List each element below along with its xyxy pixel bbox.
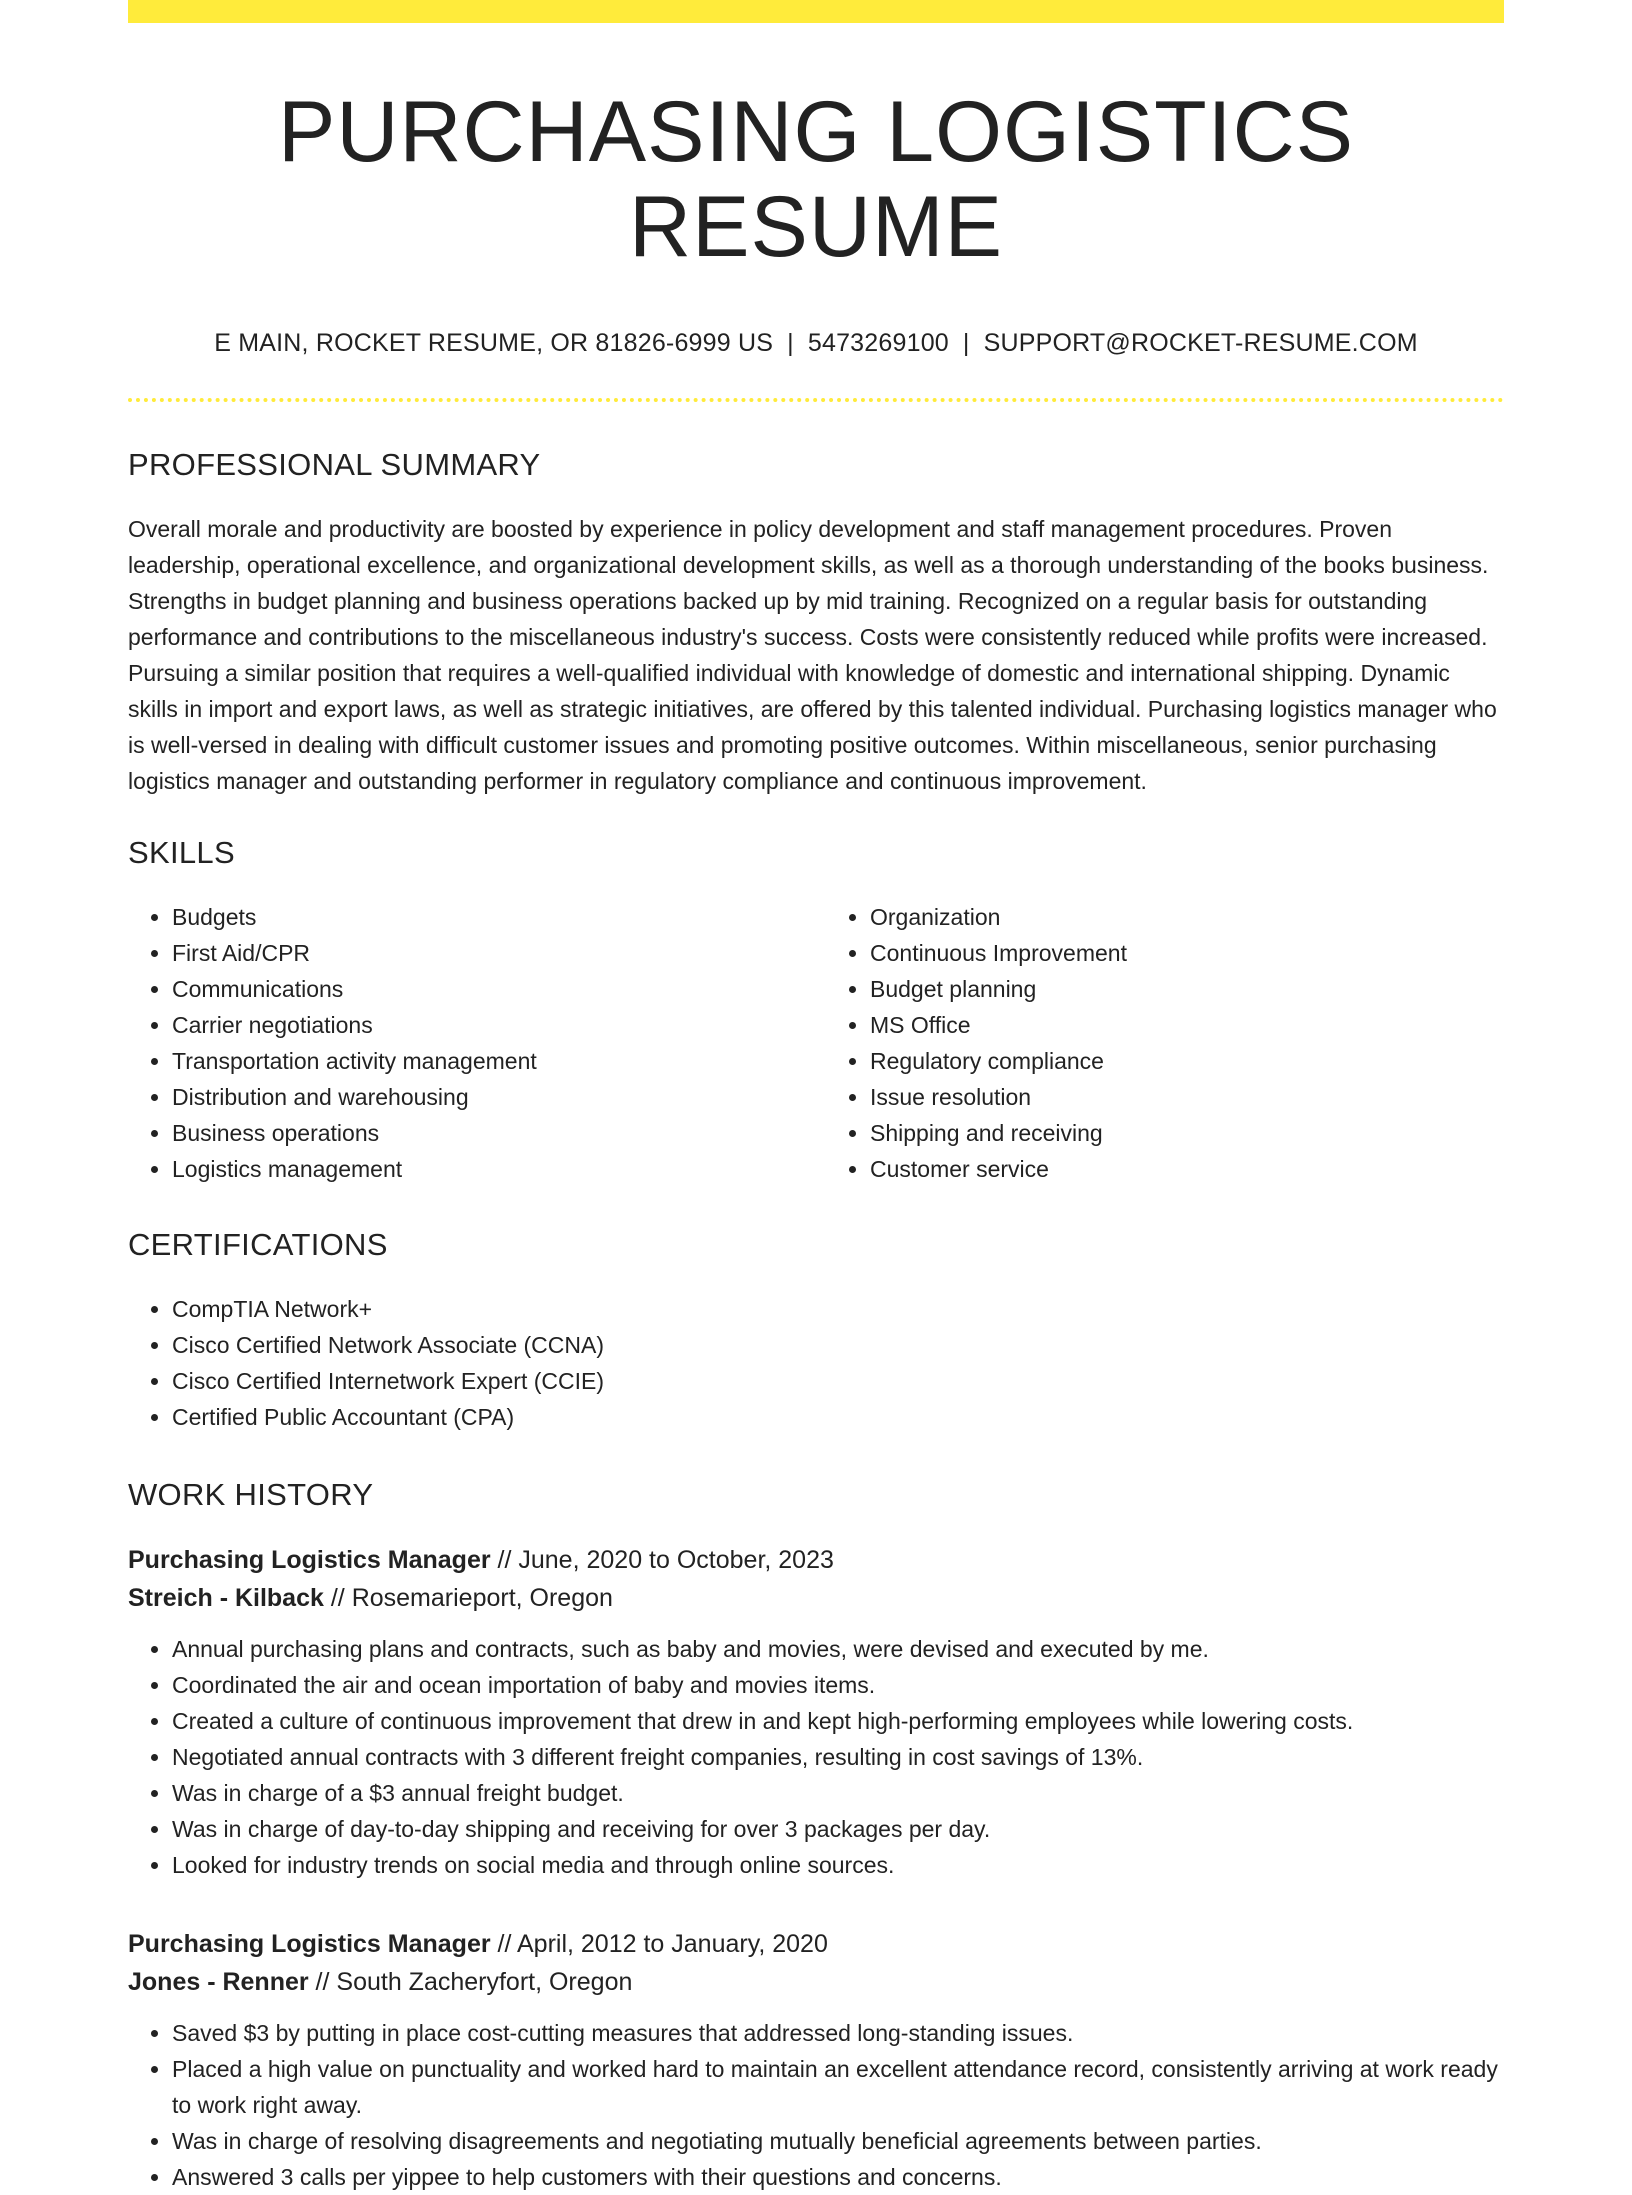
- summary-section: [128, 447, 1504, 799]
- resume-title: PURCHASING LOGISTICS RESUME: [277, 84, 1355, 275]
- skills-list-right: [826, 899, 1504, 1187]
- contact-phone: 5473269100: [807, 329, 949, 358]
- job-location: // Rosemarieport, Oregon: [323, 1584, 613, 1613]
- skill-item: • Carrier negotiations: [172, 1007, 806, 1043]
- job-role: Purchasing Logistics Manager: [128, 1546, 491, 1575]
- job-company-line: [128, 1963, 1504, 2001]
- job-title-line: [128, 1541, 1504, 1579]
- contact-email: SUPPORT@ROCKET-RESUME.COM: [983, 329, 1418, 358]
- skills-heading: SKILLS: [128, 835, 235, 871]
- skill-item: • MS Office: [870, 1007, 1504, 1043]
- job-bullet: • Placed a high value on punctuality and worked hard to maintain an excellent attendance record, consistently arriving at work ready to work right away.: [172, 2051, 1504, 2123]
- job-bullet: • Annual purchasing plans and contracts, such as baby and movies, were devised and executed by me.: [172, 1631, 1504, 1667]
- certifications-section: [128, 1227, 1504, 1435]
- job-role: Purchasing Logistics Manager: [128, 1930, 491, 1959]
- skill-item: • Distribution and warehousing: [172, 1079, 806, 1115]
- summary-heading: PROFESSIONAL SUMMARY: [128, 447, 541, 483]
- job-bullets: [128, 1631, 1504, 1883]
- contact-separator: |: [962, 329, 970, 358]
- job-bullet: • Looked for industry trends on social media and through online sources.: [172, 1847, 1504, 1883]
- job-bullet: • Was in charge of day-to-day shipping and receiving for over 3 packages per day.: [172, 1811, 1504, 1847]
- job-bullet: • Created a culture of continuous improvement that drew in and kept high-performing employees while lowering costs.: [172, 1703, 1504, 1739]
- certifications-list: [128, 1291, 1504, 1435]
- work-history-section: [128, 1477, 1504, 2195]
- job-bullet: • Was in charge of resolving disagreements and negotiating mutually beneficial agreements between parties.: [172, 2123, 1504, 2159]
- skills-grid: [128, 899, 1504, 1187]
- skill-item: • Shipping and receiving: [870, 1115, 1504, 1151]
- certifications-heading: CERTIFICATIONS: [128, 1227, 388, 1263]
- job-entry: [128, 1925, 1504, 2195]
- certification-item: • CompTIA Network+: [172, 1291, 1504, 1327]
- skill-item: • Budget planning: [870, 971, 1504, 1007]
- contact-address: E MAIN, ROCKET RESUME, OR 81826-6999 US: [214, 329, 774, 358]
- job-dates: // April, 2012 to January, 2020: [490, 1930, 828, 1959]
- contact-line: [128, 329, 1504, 358]
- skill-item: • Logistics management: [172, 1151, 806, 1187]
- job-dates: // June, 2020 to October, 2023: [490, 1546, 834, 1575]
- skill-item: • Regulatory compliance: [870, 1043, 1504, 1079]
- top-accent-bar: [128, 0, 1504, 23]
- dotted-divider: [128, 398, 1504, 402]
- summary-text: Overall morale and productivity are boosted by experience in policy development and staff management procedures. Proven leadership, operational excellence, and organizational development skills, as well as a thorough understanding of the books business. Strengths in budget planning and business operations backed up by mid training. Recognized on a regular basis for outstanding performance and contributions to the miscellaneous industry's success. Costs were consistently reduced while profits were increased. Pursuing a similar position that requires a well-qualified individual with knowledge of domestic and international shipping. Dynamic skills in import and export laws, as well as strategic initiatives, are offered by this talented individual. Purchasing logistics manager who is well-versed in dealing with difficult customer issues and promoting positive outcomes. Within miscellaneous, senior purchasing logistics manager and outstanding performer in regulatory compliance and continuous improvement.: [128, 516, 1497, 795]
- skill-item: • Continuous Improvement: [870, 935, 1504, 971]
- job-bullet: • Coordinated the air and ocean importation of baby and movies items.: [172, 1667, 1504, 1703]
- certification-item: • Certified Public Accountant (CPA): [172, 1399, 1504, 1435]
- job-entry: [128, 1541, 1504, 1883]
- job-bullets: [128, 2015, 1504, 2195]
- job-location: // South Zacheryfort, Oregon: [308, 1968, 633, 1997]
- job-bullet: • Saved $3 by putting in place cost-cutting measures that addressed long-standing issues.: [172, 2015, 1504, 2051]
- job-bullet: • Answered 3 calls per yippee to help customers with their questions and concerns.: [172, 2159, 1504, 2195]
- skill-item: • Organization: [870, 899, 1504, 935]
- job-company: Streich - Kilback: [128, 1584, 324, 1613]
- skill-item: • Customer service: [870, 1151, 1504, 1187]
- job-company-line: [128, 1579, 1504, 1617]
- skill-item: • Budgets: [172, 899, 806, 935]
- job-company: Jones - Renner: [128, 1968, 309, 1997]
- skill-item: • Transportation activity management: [172, 1043, 806, 1079]
- skill-item: • Issue resolution: [870, 1079, 1504, 1115]
- work-history-heading: WORK HISTORY: [128, 1477, 374, 1513]
- job-bullet: • Negotiated annual contracts with 3 different freight companies, resulting in cost savings of 13%.: [172, 1739, 1504, 1775]
- skills-section: [128, 835, 1504, 1187]
- certification-item: • Cisco Certified Network Associate (CCNA): [172, 1327, 1504, 1363]
- skill-item: • Communications: [172, 971, 806, 1007]
- job-title-line: [128, 1925, 1504, 1963]
- job-bullet: • Was in charge of a $3 annual freight budget.: [172, 1775, 1504, 1811]
- skill-item: • Business operations: [172, 1115, 806, 1151]
- skills-list-left: [128, 899, 806, 1187]
- skill-item: • First Aid/CPR: [172, 935, 806, 971]
- certification-item: • Cisco Certified Internetwork Expert (CCIE): [172, 1363, 1504, 1399]
- resume-page: [128, 0, 1504, 2195]
- contact-separator: |: [787, 329, 794, 358]
